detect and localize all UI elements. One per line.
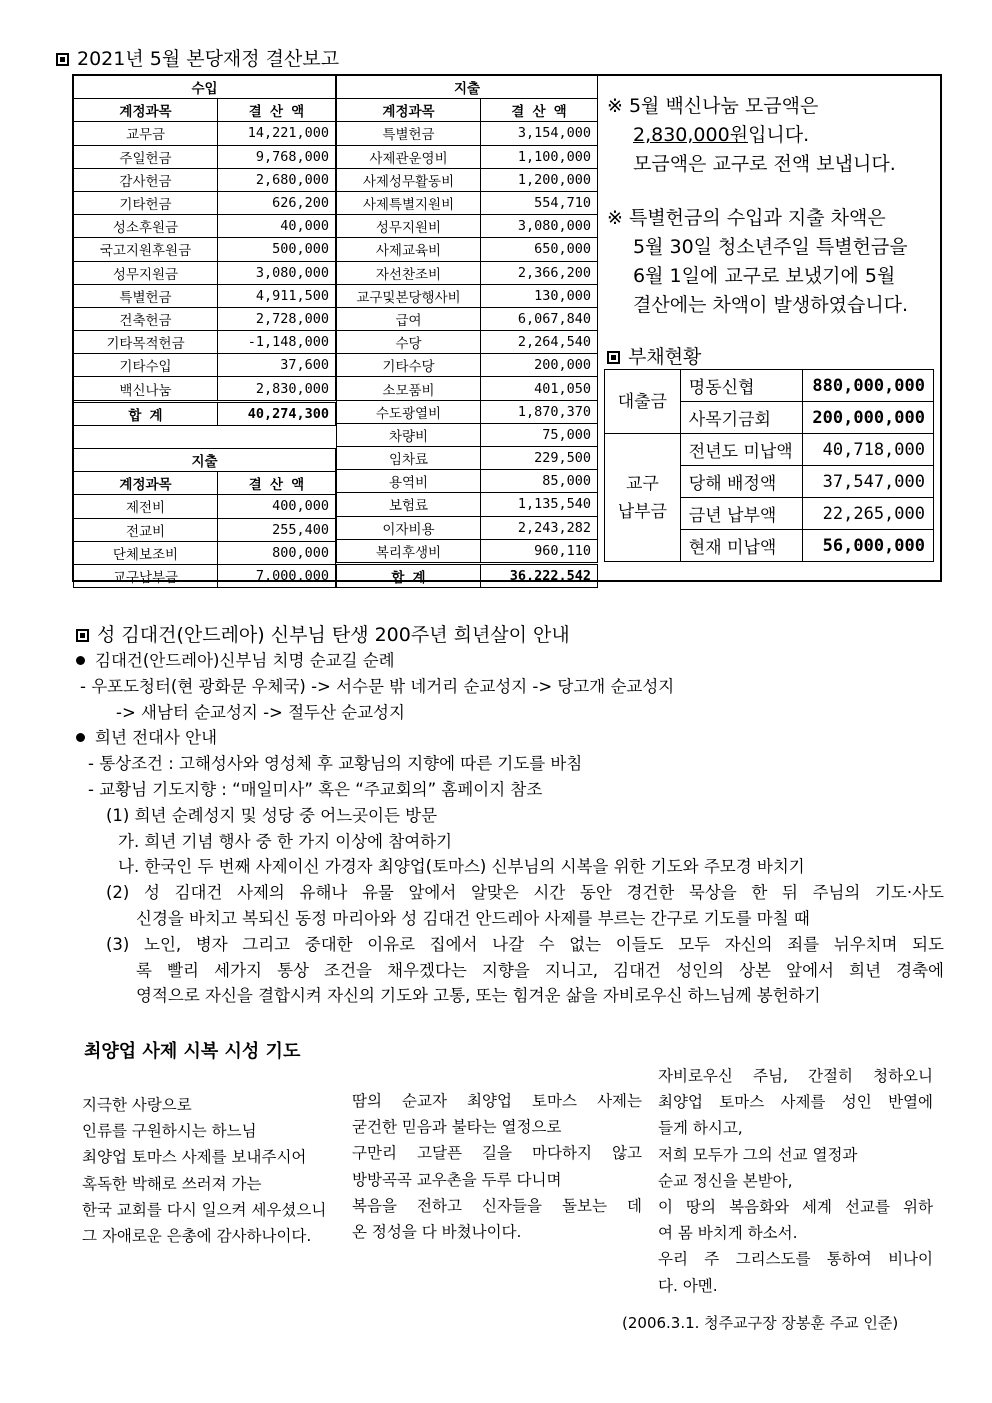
debt-table: 대출금 명동신협 880,000,000 사목기금회 200,000,000 교구 납부금 전년도 미납액 40,718,000 당해 배정액 37,547,000 금년 납부액 22,265,000 현재 미납액 56,000,000 (604, 369, 934, 562)
account-amount: 626,200 (218, 191, 336, 214)
account-amount: -1,148,000 (218, 331, 336, 354)
prayer-line: 인류를 구원하시는 하느님 (82, 1122, 257, 1141)
finance-report-box (72, 74, 942, 587)
account-item: 제전비 (74, 495, 218, 518)
prayer-line: 그 자애로운 은총에 감사하나이다. (82, 1227, 312, 1246)
square-bullet-icon (607, 351, 620, 364)
expense-total-label: 합 계 (337, 563, 481, 587)
account-amount: 3,080,000 (481, 215, 598, 238)
account-amount: 130,000 (481, 284, 598, 307)
account-amount: 7,000,000 (218, 564, 336, 587)
bullet-icon (76, 733, 85, 742)
table-row (74, 284, 336, 307)
account-item: 단체보조비 (74, 541, 218, 564)
account-amount: 85,000 (481, 470, 598, 493)
account-item: 건축헌금 (74, 307, 218, 330)
table-row (337, 423, 598, 446)
account-item: 백신나눔 (74, 377, 218, 401)
account-item: 이자비용 (337, 516, 481, 539)
account-amount: 650,000 (481, 238, 598, 261)
income-table (73, 75, 336, 588)
account-item: 특별헌금 (337, 122, 481, 145)
prayer-line: 최양업 토마스 사제를 보내주시어 (82, 1148, 307, 1167)
table-row (337, 215, 598, 238)
account-amount: 3,154,000 (481, 122, 598, 145)
table-row (337, 493, 598, 516)
account-amount: 2,830,000 (218, 377, 336, 401)
account-amount: 229,500 (481, 447, 598, 470)
prayer-line: 방방곡곡 교우촌을 두루 다니며 (352, 1170, 562, 1189)
table-row (337, 377, 598, 400)
account-amount: 2,243,282 (481, 516, 598, 539)
account-amount: 9,768,000 (218, 145, 336, 168)
account-item: 교무금 (74, 122, 218, 145)
expense-col-amount: 결 산 액 (481, 99, 598, 122)
table-row (74, 191, 336, 214)
prayer-line: 굳건한 믿음과 불타는 열정으로 (352, 1118, 562, 1137)
account-item: 사제특별지원비 (337, 191, 481, 214)
prayer-line: 땀의 순교자 최양업 토마스 사제는 (352, 1092, 642, 1110)
account-amount: 200,000 (481, 354, 598, 377)
vaccine-amount: 2,830,000원 (633, 124, 749, 146)
account-item: 기타헌금 (74, 191, 218, 214)
account-amount: 75,000 (481, 423, 598, 446)
table-row (337, 145, 598, 168)
account-item: 자선찬조비 (337, 261, 481, 284)
table-row (74, 145, 336, 168)
account-amount: 1,200,000 (481, 168, 598, 191)
note-vaccine: ※ 5월 백신나눔 모금액은 2,830,000원입니다. 모금액은 교구로 전액 보냅니다. (607, 95, 896, 175)
table-row (337, 539, 598, 563)
table-row (337, 516, 598, 539)
table-row (74, 495, 336, 518)
income-header: 수입 (74, 76, 336, 99)
prayer-line: 들게 하시고, (658, 1119, 743, 1138)
account-amount: 255,400 (218, 518, 336, 541)
prayer-line: 다. 아멘. (658, 1276, 718, 1295)
income-total-amount: 40,274,300 (218, 401, 336, 425)
account-amount: 1,135,540 (481, 493, 598, 516)
account-item: 특별헌금 (74, 284, 218, 307)
expense2-col-amount: 결 산 액 (218, 472, 336, 495)
account-amount: 2,366,200 (481, 261, 598, 284)
account-amount: 554,710 (481, 191, 598, 214)
account-item: 교구및본당행사비 (337, 284, 481, 307)
table-row (74, 238, 336, 261)
account-item: 수당 (337, 331, 481, 354)
account-amount: 2,680,000 (218, 168, 336, 191)
square-bullet-icon (76, 629, 89, 642)
table-row (337, 191, 598, 214)
prayer-line: 저희 모두가 그의 선교 열정과 (658, 1145, 858, 1164)
prayer-column-3 (658, 1063, 933, 1299)
account-item: 교구납부금 (74, 564, 218, 587)
table-row (337, 470, 598, 493)
loan-label: 대출금 (605, 370, 681, 434)
prayer-line: 한국 교회를 다시 일으켜 세우셨으니 (82, 1200, 327, 1219)
account-item: 급여 (337, 307, 481, 330)
prayer-line: 순교 정신을 본받아, (658, 1171, 793, 1190)
table-row (74, 541, 336, 564)
expense-header: 지출 (337, 76, 598, 99)
expense2-col-item: 계정과목 (74, 472, 218, 495)
prayer-column-2 (352, 1088, 642, 1245)
account-amount: 400,000 (218, 495, 336, 518)
account-amount: 37,600 (218, 354, 336, 377)
table-row (74, 377, 336, 401)
expense-total-amount: 36,222,542 (481, 563, 598, 587)
table-row (74, 307, 336, 330)
diocese-label: 교구 납부금 (605, 434, 681, 562)
table-row (337, 261, 598, 284)
prayer-line: 최양업 토마스 사제를 성인 반열에 (658, 1093, 933, 1112)
prayer-approval: (2006.3.1. 청주교구장 장봉훈 주교 인준) (622, 1314, 899, 1332)
account-item: 수도광열비 (337, 400, 481, 423)
account-item: 국고지원후원금 (74, 238, 218, 261)
account-amount: 500,000 (218, 238, 336, 261)
table-row (337, 447, 598, 470)
account-amount: 14,221,000 (218, 122, 336, 145)
account-item: 사제성무활동비 (337, 168, 481, 191)
table-row (74, 331, 336, 354)
income-col-amount: 결 산 액 (218, 99, 336, 122)
debt-title: 부채현황 (607, 342, 701, 369)
prayer-column-1 (82, 1092, 360, 1249)
expense2-header: 지출 (74, 449, 336, 472)
square-bullet-icon (56, 53, 69, 66)
account-amount: 800,000 (218, 541, 336, 564)
account-item: 복리후생비 (337, 539, 481, 563)
finance-title: 2021년 5월 본당재정 결산보고 (56, 44, 339, 71)
table-row (74, 518, 336, 541)
account-item: 성무지원금 (74, 261, 218, 284)
table-row (337, 168, 598, 191)
prayer-line: 복음을 전하고 신자들을 돌보는 데 (352, 1196, 642, 1215)
account-amount: 4,911,500 (218, 284, 336, 307)
jubilee-title: 성 김대건(안드레아) 신부님 탄생 200주년 희년살이 안내 (76, 620, 570, 647)
account-item: 기타목적헌금 (74, 331, 218, 354)
table-row (337, 354, 598, 377)
table-row (337, 307, 598, 330)
table-row (337, 238, 598, 261)
account-item: 전교비 (74, 518, 218, 541)
prayer-line: 이 땅의 복음화와 세계 선교를 위하 (658, 1198, 933, 1217)
bullet-icon (76, 656, 85, 665)
note-special-offering: ※ 특별헌금의 수입과 지출 차액은 5월 30일 청소년주일 특별헌금을 6월 1일에 교구로 보냈기에 5월 결산에는 차액이 발생하였습니다. (607, 207, 909, 316)
table-row (74, 122, 336, 145)
expense-col-item: 계정과목 (337, 99, 481, 122)
account-amount: 1,870,370 (481, 400, 598, 423)
account-item: 감사헌금 (74, 168, 218, 191)
prayer-title: 최양업 사제 시복 시성 기도 (84, 1041, 301, 1062)
table-row (337, 400, 598, 423)
income-col-item: 계정과목 (74, 99, 218, 122)
table-row (74, 261, 336, 284)
prayer-line: 자비로우신 주님, 간절히 청하오니 (658, 1067, 933, 1085)
account-item: 소모품비 (337, 377, 481, 400)
income-total-label: 합 계 (74, 401, 218, 425)
account-item: 기타수당 (337, 354, 481, 377)
prayer-line: 구만리 고달픈 길을 마다하지 않고 (352, 1144, 642, 1163)
account-item: 용역비 (337, 470, 481, 493)
table-row (74, 354, 336, 377)
table-row (74, 168, 336, 191)
account-amount: 1,100,000 (481, 145, 598, 168)
account-amount: 401,050 (481, 377, 598, 400)
account-item: 사제관운영비 (337, 145, 481, 168)
account-amount: 2,264,540 (481, 331, 598, 354)
account-amount: 3,080,000 (218, 261, 336, 284)
prayer-line: 여 몸 바치게 하소서. (658, 1224, 798, 1243)
prayer-line: 우리 주 그리스도를 통하여 비나이 (658, 1250, 933, 1269)
table-row (74, 564, 336, 587)
jubilee-body: 김대건(안드레아)신부님 치명 순교길 순례 - 우포도청터(현 광화문 우체국) -> 서수문 밖 네거리 순교성지 -> 당고개 순교성지 -> 새남터 순교성지 -> 절두산 순교성지 희년 전대사 안내 - 통상조건 : 고해성사와 영성체 후 교황님의 지향에 따른 기도를 바침 - 교황님 기도지향 : “매일미사” 혹은 “주교회의” 홈페이지 참조 (1) 희년 순례성지 및 성당 중 어느곳이든 방문 가. 희년 기념 행사 중 한 가지 이상에 참여하기 나. 한국인 두 번째 사제이신 가경자 최양업(토마스) 신부님의 시복을 위한 기도와 주모경 바치기 (2) 성 김대건 사제의 유해나 유물 앞에서 알맞은 시간 동안 경건한 묵상을 한 뒤 주님의 기도·사도 신경을 바치고 복되신 동정 마리아와 성 김대건 안드레아 사제를 부르는 간구로 기도를 마칠 때 (3) 노인, 병자 그리고 중대한 이유로 집에서 나갈 수 없는 이들도 모두 자신의 죄를 뉘우치며 되도 록 빨리 세가지 통상 조건을 채우겠다는 지향을 지니고, 김대건 성인의 상본 앞에서 희년 경축에 영적으로 자신을 결합시켜 자신의 기도와 고통, 또는 힘겨운 삶을 자비로우신 하느님께 봉헌하기 (76, 648, 946, 1009)
account-item: 보험료 (337, 493, 481, 516)
account-item: 사제교육비 (337, 238, 481, 261)
prayer-line: 지극한 사랑으로 (82, 1096, 192, 1114)
account-amount: 960,110 (481, 539, 598, 563)
table-row (337, 331, 598, 354)
account-amount: 2,728,000 (218, 307, 336, 330)
account-item: 성무지원비 (337, 215, 481, 238)
account-item: 임차료 (337, 447, 481, 470)
account-amount: 40,000 (218, 215, 336, 238)
expense-table (336, 75, 598, 588)
account-item: 성소후원금 (74, 215, 218, 238)
account-amount: 6,067,840 (481, 307, 598, 330)
prayer-line: 혹독한 박해로 쓰러져 가는 (82, 1174, 262, 1193)
account-item: 기타수입 (74, 354, 218, 377)
table-row (337, 122, 598, 145)
table-row (74, 215, 336, 238)
prayer-line: 온 정성을 다 바쳤나이다. (352, 1223, 522, 1242)
account-item: 주일헌금 (74, 145, 218, 168)
account-item: 차량비 (337, 423, 481, 446)
table-row (337, 284, 598, 307)
